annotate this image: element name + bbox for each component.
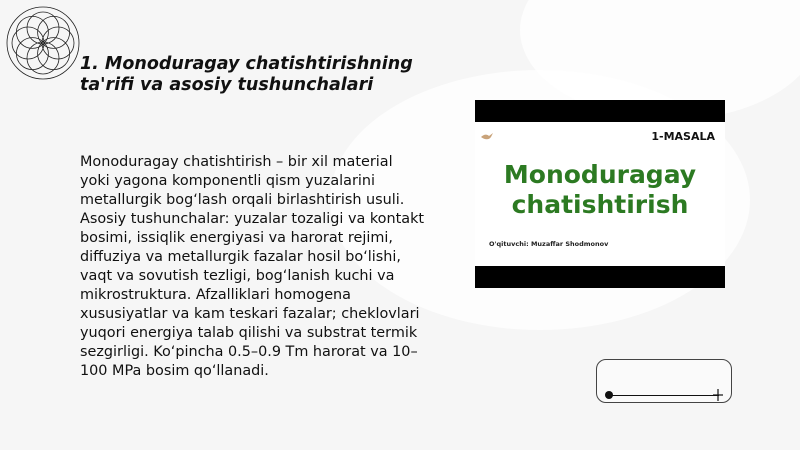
thumbnail-title	[475, 160, 725, 220]
video-thumbnail[interactable]	[475, 100, 725, 288]
slide-title: 1. Monoduragay chatishtirishning ta'rifi va asosiy tushunchalari	[80, 54, 413, 95]
thumbnail-badge: 1-MASALA	[651, 130, 715, 143]
plus-icon[interactable]	[713, 387, 723, 403]
slide-body-text: Monoduragay chatishtirish – bir xil material yoki yagona komponentli qism yuzalarini metallurgik bog‘lash orqali birlashtirish usuli. Asosiy tushunchalar: yuzalar tozaligi va kontakt bosimi, issiqlik energiyasi va harorat rejimi, diffuziya va metallurgik fazalar hosil bo‘lishi, vaqt va sovutish tezligi, bog‘lanish kuchi va mikrostruktura. Afzalliklari homogena xususiyatlar va kam teskari fazalar; cheklovlari yuqori energiya talab qilishi va substrat termik sezgirligi. Ko‘pincha 0.5–0.9 Tm harorat va 10–100 MPa bosim qo‘llanadi.	[80, 154, 425, 379]
bird-icon	[479, 128, 495, 144]
thumbnail-teacher: O'qituvchi: Muzaffar Shodmonov	[489, 240, 609, 248]
media-progress-control[interactable]	[596, 359, 732, 403]
thumbnail-title-line2: chatishtirish	[511, 190, 689, 219]
progress-handle[interactable]	[605, 391, 613, 399]
thumbnail-top-bar	[475, 100, 725, 122]
progress-track[interactable]	[609, 395, 719, 396]
thumbnail-title-line1: Monoduragay	[503, 160, 697, 189]
thumbnail-bottom-bar	[475, 266, 725, 288]
circle-spiral-icon	[4, 4, 82, 82]
